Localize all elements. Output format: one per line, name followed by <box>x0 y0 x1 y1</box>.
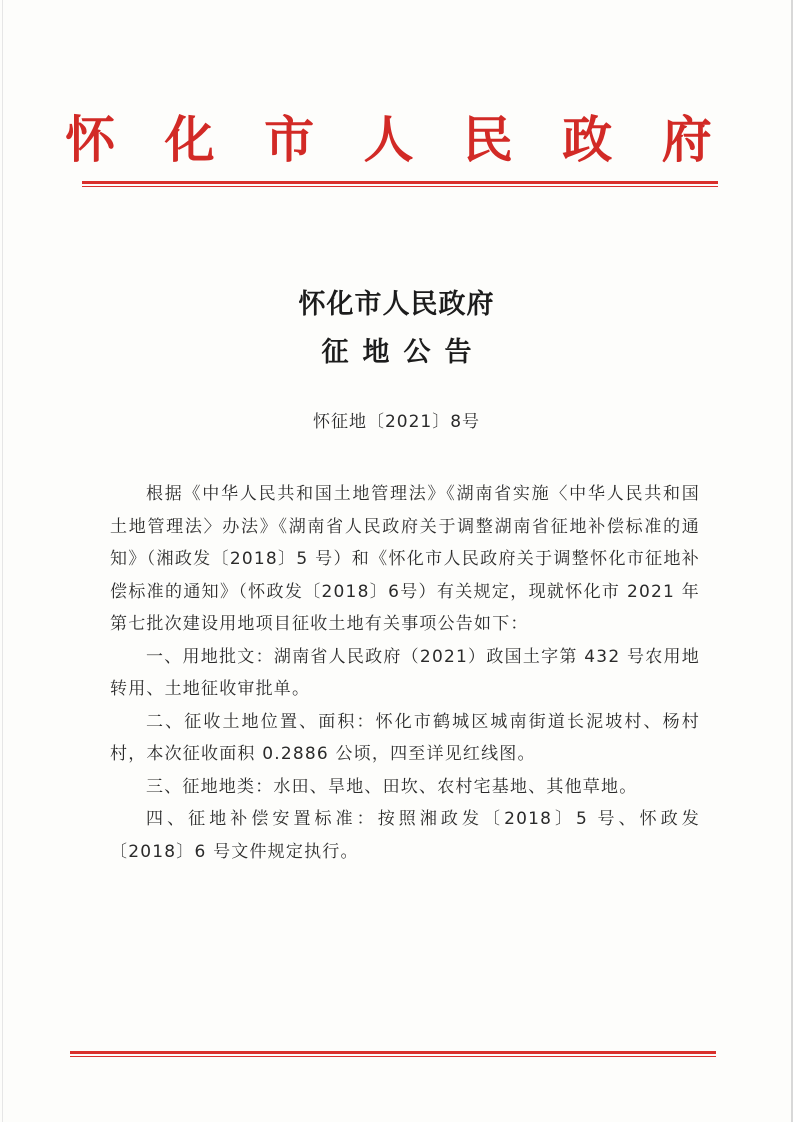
document-title-type: 征地公告 <box>321 337 486 368</box>
letterhead-red-rule <box>82 181 718 184</box>
letterhead-red-rule-thin <box>82 186 718 187</box>
document-title-issuer: 怀化市人民政府 <box>298 289 495 320</box>
footer-red-rule <box>70 1051 716 1054</box>
document-number: 怀征地〔2021〕8号 <box>312 412 481 432</box>
body-item-land-types: 三、征地地类：水田、旱地、田坎、农村宅基地、其他草地。 <box>146 776 638 797</box>
letterhead-title: 怀 化 市 人 民 政 府 <box>65 110 728 169</box>
body-item-location-area: 二、征收土地位置、面积：怀化市鹤城区城南街道长泥坡村、杨村村，本次征收面积 0.2886 公顷，四至详见红线图。 <box>110 711 700 764</box>
body-item-compensation: 四、征地补偿安置标准：按照湘政发〔2018〕5 号、怀政发〔2018〕6 号文件规定执行。 <box>110 809 700 862</box>
footer-red-rule-thin <box>70 1056 716 1057</box>
body-intro-paragraph: 根据《中华人民共和国土地管理法》《湖南省实施〈中华人民共和国土地管理法〉办法》《湖南省人民政府关于调整湖南省征地补偿标准的通知》（湘政发〔2018〕5 号）和《怀化市人民政府关于调整怀化市征地补偿标准的通知》（怀政发〔2018〕6号）有关规定，现就怀化市 2021 年第七批次建设用地项目征收土地有关事项公告如下： <box>110 484 700 634</box>
body-item-approval: 一、用地批文：湖南省人民政府（2021）政国土字第 432 号农用地转用、土地征收审批单。 <box>110 646 700 699</box>
document-body <box>110 478 700 868</box>
